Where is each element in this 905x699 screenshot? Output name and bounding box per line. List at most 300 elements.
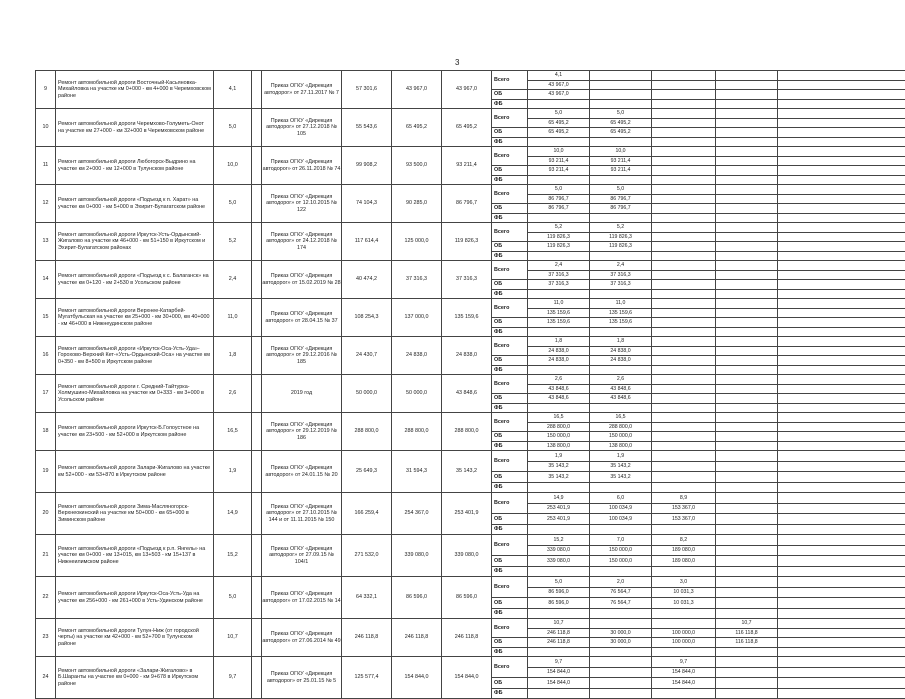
notes-cell: [778, 556, 905, 567]
cost-limit: 125 000,0: [392, 223, 442, 261]
year-value: 100 000,0: [652, 638, 716, 648]
table-row: [36, 375, 905, 385]
spacer-cell: [252, 577, 262, 619]
year-value: [590, 213, 652, 223]
funding-label-federal: ФБ: [492, 441, 528, 451]
funding-label-federal: ФБ: [492, 213, 528, 223]
funding-label-regional: ОБ: [492, 394, 528, 404]
year-value: [528, 175, 590, 185]
year-value: [652, 451, 716, 462]
funding-label-total: Всего: [492, 185, 528, 204]
year-value: [652, 71, 716, 81]
year-value: [590, 327, 652, 337]
notes-cell: [778, 545, 905, 556]
year-value: 154 844,0: [528, 667, 590, 678]
road-name: Ремонт автомобильной дороги Иркутск-Усть-Ордынский-Жигалово на участке км 46+000 - км 51+150 в Иркутском и Эхирит-Булагатском районах: [56, 223, 214, 261]
road-length: 4,1: [214, 71, 252, 109]
cost-estimate: 288 800,0: [342, 413, 392, 451]
year-value: 10 031,3: [652, 587, 716, 598]
year-value: 30 000,0: [590, 628, 652, 638]
cost-contract: 253 401,9: [442, 493, 492, 535]
cost-limit: 137 000,0: [392, 299, 442, 337]
road-length: 2,4: [214, 261, 252, 299]
year-value: 37 316,3: [528, 280, 590, 290]
year-value: [716, 118, 778, 128]
cost-contract: 43 967,0: [442, 71, 492, 109]
year-value: [590, 667, 652, 678]
funding-label-total: Всего: [492, 109, 528, 128]
year-value: [652, 99, 716, 109]
year-value: 24 838,0: [590, 346, 652, 356]
document-ref: Приказ ОГКУ «Дирекция автодорог» от 29.12.2019 № 186: [262, 413, 342, 451]
year-value: [590, 524, 652, 535]
year-value: [716, 394, 778, 404]
row-number: 20: [36, 493, 56, 535]
notes-cell: [778, 109, 905, 119]
funding-label-federal: ФБ: [492, 647, 528, 657]
year-value: [652, 403, 716, 413]
year-value: [590, 647, 652, 657]
year-value: 2,4: [590, 261, 652, 271]
year-value: 1,8: [590, 337, 652, 347]
year-value: [716, 403, 778, 413]
spacer-cell: [252, 185, 262, 223]
document-ref: Приказ ОГКУ «Дирекция автодорог» от 27.06.2014 № 49: [262, 619, 342, 657]
year-value: [716, 185, 778, 195]
year-value: 5,0: [528, 109, 590, 119]
cost-limit: 339 080,0: [392, 535, 442, 577]
year-value: [716, 156, 778, 166]
year-value: [652, 223, 716, 233]
year-value: [716, 503, 778, 514]
year-value: [652, 280, 716, 290]
document-ref: 2019 год: [262, 375, 342, 413]
year-value: [528, 99, 590, 109]
year-value: 86 796,7: [528, 204, 590, 214]
road-length: 5,0: [214, 185, 252, 223]
year-value: [528, 365, 590, 375]
cost-contract: 339 080,0: [442, 535, 492, 577]
road-length: 15,2: [214, 535, 252, 577]
year-value: 246 118,8: [528, 638, 590, 648]
year-value: [716, 147, 778, 157]
funding-label-regional: ОБ: [492, 472, 528, 483]
year-value: [716, 213, 778, 223]
year-value: [590, 80, 652, 90]
year-value: [716, 242, 778, 252]
road-length: 5,0: [214, 109, 252, 147]
year-value: 2,6: [590, 375, 652, 385]
year-value: [590, 289, 652, 299]
year-value: 86 596,0: [528, 587, 590, 598]
year-value: 93 211,4: [590, 156, 652, 166]
year-value: [528, 137, 590, 147]
year-value: 10,0: [528, 147, 590, 157]
funding-label-total: Всего: [492, 451, 528, 472]
cost-estimate: 246 118,8: [342, 619, 392, 657]
notes-cell: [778, 493, 905, 504]
year-value: 76 564,7: [590, 598, 652, 609]
row-number: 18: [36, 413, 56, 451]
document-ref: Приказ ОГКУ «Дирекция автодорог» от 27.11.2017 № 7: [262, 71, 342, 109]
notes-cell: [778, 337, 905, 347]
year-value: [652, 524, 716, 535]
cost-contract: 288 800,0: [442, 413, 492, 451]
notes-cell: [778, 356, 905, 366]
table-row: [36, 185, 905, 195]
year-value: 189 080,0: [652, 556, 716, 567]
funding-label-regional: ОБ: [492, 638, 528, 648]
year-value: 116 118,8: [716, 628, 778, 638]
funding-label-total: Всего: [492, 337, 528, 356]
row-number: 15: [36, 299, 56, 337]
document-ref: Приказ ОГКУ «Дирекция автодорог» от 28.04.15 № 37: [262, 299, 342, 337]
year-value: 5,0: [590, 109, 652, 119]
road-length: 5,0: [214, 577, 252, 619]
year-value: [716, 482, 778, 493]
road-name: Ремонт автомобильной дороги Любогорск-Выдрино на участке км 2+000 - км 12+000 в Тулунском районе: [56, 147, 214, 185]
year-value: 138 800,0: [528, 441, 590, 451]
cost-contract: 93 211,4: [442, 147, 492, 185]
cost-estimate: 108 254,3: [342, 299, 392, 337]
notes-cell: [778, 99, 905, 109]
table-row: [36, 493, 905, 504]
year-value: [652, 90, 716, 100]
year-value: 253 401,9: [528, 514, 590, 525]
funding-label-total: Всего: [492, 261, 528, 280]
notes-cell: [778, 166, 905, 176]
year-value: [590, 71, 652, 81]
notes-cell: [778, 403, 905, 413]
year-value: [716, 678, 778, 689]
year-value: [652, 365, 716, 375]
notes-cell: [778, 308, 905, 318]
notes-cell: [778, 118, 905, 128]
road-name: Ремонт автомобильной дороги «Подъезд к р.п. Янгель» на участке км 0+000 - км 13+015, км 13+503 - км 15+137 в Нижнеилимском районе: [56, 535, 214, 577]
year-value: [716, 318, 778, 328]
year-value: [716, 493, 778, 504]
notes-cell: [778, 90, 905, 100]
funding-label-federal: ФБ: [492, 608, 528, 619]
funding-label-federal: ФБ: [492, 403, 528, 413]
notes-cell: [778, 289, 905, 299]
year-value: 116 118,8: [716, 638, 778, 648]
notes-cell: [778, 137, 905, 147]
year-value: 65 495,2: [528, 128, 590, 138]
road-length: 10,0: [214, 147, 252, 185]
year-value: [528, 289, 590, 299]
notes-cell: [778, 413, 905, 423]
year-value: [652, 308, 716, 318]
year-value: [716, 432, 778, 442]
road-name: Ремонт автомобильной дороги Черемхово-Голуметь-Онот на участке км 27+000 - км 32+000 в Черемховском районе: [56, 109, 214, 147]
table-row: [36, 657, 905, 668]
table-row: [36, 299, 905, 309]
year-value: 35 143,2: [528, 461, 590, 472]
document-ref: Приказ ОГКУ «Дирекция автодорог» от 15.02.2019 № 28: [262, 261, 342, 299]
road-length: 14,9: [214, 493, 252, 535]
notes-cell: [778, 441, 905, 451]
year-value: 288 800,0: [590, 422, 652, 432]
cost-contract: 37 316,3: [442, 261, 492, 299]
cost-limit: 288 800,0: [392, 413, 442, 451]
year-value: [652, 147, 716, 157]
road-name: Ремонт автомобильной дороги Залари-Жигалово на участке км 52+000 - км 53+870 в Иркутском районе: [56, 451, 214, 493]
funding-label-total: Всего: [492, 375, 528, 394]
year-value: 43 848,6: [528, 384, 590, 394]
cost-limit: 254 367,0: [392, 493, 442, 535]
notes-cell: [778, 299, 905, 309]
year-value: [590, 175, 652, 185]
funding-label-federal: ФБ: [492, 482, 528, 493]
notes-cell: [778, 688, 905, 699]
year-value: 153 367,0: [652, 503, 716, 514]
funding-label-regional: ОБ: [492, 356, 528, 366]
year-value: 43 848,6: [528, 394, 590, 404]
document-ref: Приказ ОГКУ «Дирекция автодорог» от 24.01.15 № 20: [262, 451, 342, 493]
funding-label-total: Всего: [492, 413, 528, 432]
cost-contract: 86 596,0: [442, 577, 492, 619]
year-value: [716, 667, 778, 678]
road-name: Ремонт автомобильной дороги Верхнее-Катарбей-Мугатбульская на участке км 25+000 - км 30+000, км 40+000 - км 46+000 в Нижнеудинском районе: [56, 299, 214, 337]
year-value: 10,7: [716, 619, 778, 629]
year-value: 65 495,2: [528, 118, 590, 128]
year-value: [590, 688, 652, 699]
year-value: [590, 482, 652, 493]
year-value: [652, 619, 716, 629]
table-row: [36, 109, 905, 119]
year-value: [652, 327, 716, 337]
notes-cell: [778, 657, 905, 668]
spacer-cell: [252, 451, 262, 493]
year-value: [716, 346, 778, 356]
year-value: 5,0: [590, 185, 652, 195]
year-value: [652, 194, 716, 204]
cost-estimate: 55 543,6: [342, 109, 392, 147]
year-value: 153 367,0: [652, 514, 716, 525]
spacer-cell: [252, 493, 262, 535]
year-value: 35 143,2: [590, 461, 652, 472]
year-value: 93 211,4: [528, 166, 590, 176]
row-number: 24: [36, 657, 56, 699]
notes-cell: [778, 514, 905, 525]
year-value: 76 564,7: [590, 587, 652, 598]
year-value: 288 800,0: [528, 422, 590, 432]
notes-cell: [778, 638, 905, 648]
year-value: [590, 365, 652, 375]
year-value: 86 796,7: [590, 204, 652, 214]
year-value: [652, 137, 716, 147]
document-ref: Приказ ОГКУ «Дирекция автодорог» от 27.10.2015 № 144 и от 11.11.2015 № 150: [262, 493, 342, 535]
notes-cell: [778, 128, 905, 138]
year-value: [652, 118, 716, 128]
cost-contract: 24 838,0: [442, 337, 492, 375]
year-value: 9,7: [652, 657, 716, 668]
year-value: 43 848,6: [590, 384, 652, 394]
year-value: [716, 289, 778, 299]
year-value: [528, 608, 590, 619]
year-value: [528, 403, 590, 413]
road-length: 5,2: [214, 223, 252, 261]
year-value: 135 159,6: [528, 308, 590, 318]
year-value: [716, 514, 778, 525]
road-name: Ремонт автомобильной дороги «Подъезд к п. Харат» на участке км 0+000 - км 5+000 в Эхирит-Булагатском районе: [56, 185, 214, 223]
cost-limit: 65 495,2: [392, 109, 442, 147]
road-length: 1,9: [214, 451, 252, 493]
year-value: [716, 472, 778, 483]
year-value: [590, 251, 652, 261]
spacer-cell: [252, 109, 262, 147]
data-table: [35, 70, 905, 699]
document-ref: Приказ ОГКУ «Дирекция автодорог» от 27.09.15 № 104/1: [262, 535, 342, 577]
cost-contract: 135 159,6: [442, 299, 492, 337]
year-value: 119 826,3: [528, 242, 590, 252]
spacer-cell: [252, 657, 262, 699]
cost-contract: 65 495,2: [442, 109, 492, 147]
year-value: [528, 688, 590, 699]
cost-limit: 50 000,0: [392, 375, 442, 413]
year-value: [652, 608, 716, 619]
year-value: [716, 566, 778, 577]
year-value: [716, 109, 778, 119]
year-value: 11,0: [590, 299, 652, 309]
road-name: Ремонт автомобильной дороги «Подъезд к с. Балаганск» на участке км 0+120 - км 2+530 в Усольском районе: [56, 261, 214, 299]
funding-label-federal: ФБ: [492, 566, 528, 577]
year-value: [652, 461, 716, 472]
funding-label-regional: ОБ: [492, 556, 528, 567]
year-value: [590, 137, 652, 147]
row-number: 21: [36, 535, 56, 577]
year-value: [716, 299, 778, 309]
cost-estimate: 64 332,1: [342, 577, 392, 619]
year-value: [652, 432, 716, 442]
year-value: [716, 384, 778, 394]
spacer-cell: [252, 71, 262, 109]
year-value: 8,2: [652, 535, 716, 546]
cost-estimate: 117 614,4: [342, 223, 392, 261]
cost-limit: 24 838,0: [392, 337, 442, 375]
notes-cell: [778, 280, 905, 290]
year-value: 35 143,2: [590, 472, 652, 483]
funding-label-total: Всего: [492, 223, 528, 242]
table-row: [36, 535, 905, 546]
year-value: [652, 289, 716, 299]
cost-limit: 37 316,3: [392, 261, 442, 299]
notes-cell: [778, 451, 905, 462]
notes-cell: [778, 461, 905, 472]
year-value: 135 159,6: [590, 308, 652, 318]
year-value: [716, 422, 778, 432]
year-value: 5,0: [528, 185, 590, 195]
year-value: [590, 90, 652, 100]
row-number: 14: [36, 261, 56, 299]
funding-label-regional: ОБ: [492, 166, 528, 176]
notes-cell: [778, 422, 905, 432]
year-value: [590, 619, 652, 629]
funding-label-total: Всего: [492, 299, 528, 318]
year-value: 10,0: [590, 147, 652, 157]
year-value: 7,0: [590, 535, 652, 546]
year-value: 339 080,0: [528, 556, 590, 567]
notes-cell: [778, 384, 905, 394]
notes-cell: [778, 251, 905, 261]
year-value: 2,6: [528, 375, 590, 385]
year-value: 30 000,0: [590, 638, 652, 648]
year-value: [652, 128, 716, 138]
funding-label-regional: ОБ: [492, 598, 528, 609]
road-name: Ремонт автомобильной дороги Зима-Масляногорск-Верхнеокинский на участке км 50+000 - км 65+000 в Зиминском районе: [56, 493, 214, 535]
year-value: 2,4: [528, 261, 590, 271]
cost-estimate: 74 104,3: [342, 185, 392, 223]
year-value: [528, 647, 590, 657]
year-value: 65 495,2: [590, 118, 652, 128]
cost-estimate: 125 577,4: [342, 657, 392, 699]
year-value: 37 316,3: [590, 270, 652, 280]
notes-cell: [778, 678, 905, 689]
year-value: [716, 337, 778, 347]
year-value: 135 159,6: [528, 318, 590, 328]
notes-cell: [778, 647, 905, 657]
table-row: [36, 451, 905, 462]
document-ref: Приказ ОГКУ «Дирекция автодорог» от 24.12.2018 № 174: [262, 223, 342, 261]
funding-label-regional: ОБ: [492, 318, 528, 328]
year-value: [716, 175, 778, 185]
notes-cell: [778, 71, 905, 81]
cost-contract: 246 118,8: [442, 619, 492, 657]
cost-estimate: 166 259,4: [342, 493, 392, 535]
year-value: 24 838,0: [528, 356, 590, 366]
year-value: 246 118,8: [528, 628, 590, 638]
year-value: [652, 299, 716, 309]
year-value: [716, 441, 778, 451]
notes-cell: [778, 577, 905, 588]
cost-limit: 90 285,0: [392, 185, 442, 223]
year-value: [652, 384, 716, 394]
year-value: [528, 524, 590, 535]
year-value: [652, 175, 716, 185]
year-value: 35 143,2: [528, 472, 590, 483]
year-value: 65 495,2: [590, 128, 652, 138]
funding-label-federal: ФБ: [492, 688, 528, 699]
road-length: 11,0: [214, 299, 252, 337]
year-value: 5,2: [528, 223, 590, 233]
year-value: [716, 657, 778, 668]
funding-label-federal: ФБ: [492, 175, 528, 185]
notes-cell: [778, 628, 905, 638]
funding-label-regional: ОБ: [492, 432, 528, 442]
notes-cell: [778, 472, 905, 483]
year-value: [716, 166, 778, 176]
notes-cell: [778, 213, 905, 223]
year-value: [716, 128, 778, 138]
road-length: 9,7: [214, 657, 252, 699]
funding-label-federal: ФБ: [492, 327, 528, 337]
cost-estimate: 24 430,7: [342, 337, 392, 375]
year-value: [652, 472, 716, 483]
road-name: Ремонт автомобильной дороги Иркутск-Б.Голоустное на участке км 23+500 - км 52+000 в Иркутском районе: [56, 413, 214, 451]
year-value: 119 826,3: [528, 232, 590, 242]
notes-cell: [778, 608, 905, 619]
year-value: [716, 461, 778, 472]
year-value: 138 800,0: [590, 441, 652, 451]
year-value: 37 316,3: [528, 270, 590, 280]
table-row: [36, 71, 905, 81]
road-name: Ремонт автомобильной дороги «Залари-Жигалово» в Б.Шаранты на участке км 0+000 - км 9+678 в Иркутском районе: [56, 657, 214, 699]
year-value: [652, 80, 716, 90]
funding-label-federal: ФБ: [492, 365, 528, 375]
cost-estimate: 271 532,0: [342, 535, 392, 577]
document-ref: Приказ ОГКУ «Дирекция автодорог» от 17.02.2015 № 14: [262, 577, 342, 619]
